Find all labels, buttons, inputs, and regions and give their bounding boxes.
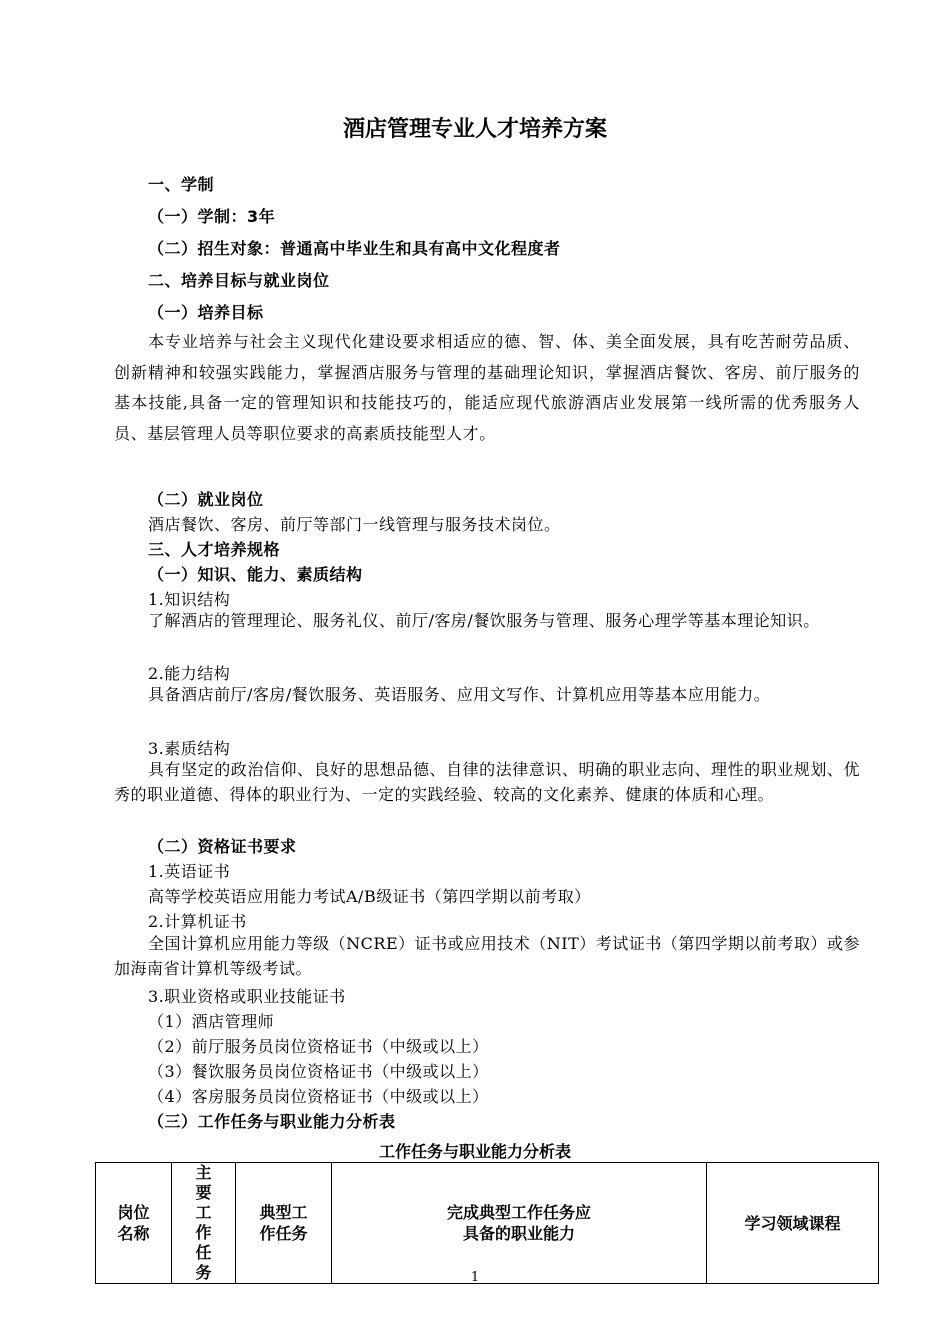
section-1-item-2: （二）招生对象：普通高中毕业生和具有高中文化程度者 [148, 239, 561, 258]
computer-cert-label: 2.计算机证书 [148, 912, 247, 931]
header-courses: 学习领域课程 [707, 1163, 879, 1284]
vocational-cert-item: （3）餐饮服务员岗位资格证书（中级或以上） [148, 1062, 489, 1081]
page-number: 1 [470, 1270, 480, 1285]
quality-text: 具有坚定的政治信仰、良好的思想品德、自律的法律意识、明确的职业志向、理性的职业规划、优秀的职业道德、得体的职业行为、一定的实践经验、较高的文化素养、健康的体质和心理。 [114, 760, 860, 804]
english-cert-text: 高等学校英语应用能力考试A/B级证书（第四学期以前考取） [148, 887, 591, 906]
quality-label: 3.素质结构 [148, 739, 231, 758]
section-3-sub-1: （一）知识、能力、素质结构 [148, 565, 363, 584]
table-header-row [96, 1163, 879, 1284]
ability-text: 具备酒店前厅/客房/餐饮服务、英语服务、应用文写作、计算机应用等基本应用能力。 [148, 685, 771, 704]
english-cert-label: 1.英语证书 [148, 862, 231, 881]
computer-cert-text: 全国计算机应用能力等级（NCRE）证书或应用技术（NIT）考试证书（第四学期以前考取）或参加海南省计算机等级考试。 [114, 934, 860, 978]
jobs-text: 酒店餐饮、客房、前厅等部门一线管理与服务技术岗位。 [148, 515, 561, 534]
vocational-cert-label: 3.职业资格或职业技能证书 [148, 987, 346, 1006]
header-competencies: 完成典型工作任务应具备的职业能力 [332, 1163, 707, 1284]
analysis-table [95, 1162, 879, 1284]
vocational-cert-item: （1）酒店管理师 [148, 1012, 275, 1031]
header-typical-tasks: 典型工作任务 [236, 1163, 332, 1284]
section-2-sub-2: （二）就业岗位 [148, 490, 264, 509]
section-2-sub-1: （一）培养目标 [148, 303, 264, 322]
section-1-item-1: （一）学制：3年 [148, 207, 276, 226]
header-position-name: 岗位名称 [96, 1163, 172, 1284]
section-3-heading: 三、人才培养规格 [148, 540, 281, 559]
goal-paragraph: 本专业培养与社会主义现代化建设要求相适应的德、智、体、美全面发展，具有吃苦耐劳品质、创新精神和较强实践能力，掌握酒店服务与管理的基础理论知识，掌握酒店餐饮、客房、前厅服务的基本技能,具备一定的管理知识和技能技巧的，能适应现代旅游酒店业发展第一线所需的优秀服务人员、基层管理人员等职位要求的高素质技能型人才。 [114, 332, 860, 443]
table-caption: 工作任务与职业能力分析表 [378, 1142, 571, 1161]
header-main-tasks: 主要工作任务 [172, 1163, 236, 1284]
knowledge-text: 了解酒店的管理理论、服务礼仪、前厅/客房/餐饮服务与管理、服务心理学等基本理论知识。 [148, 611, 820, 630]
section-3-sub-3: （三）工作任务与职业能力分析表 [148, 1112, 396, 1131]
section-3-sub-2: （二）资格证书要求 [148, 837, 297, 856]
document-title: 酒店管理专业人才培养方案 [342, 117, 607, 142]
ability-label: 2.能力结构 [148, 664, 231, 683]
section-1-heading: 一、学制 [148, 175, 215, 194]
vocational-cert-item: （4）客房服务员岗位资格证书（中级或以上） [148, 1087, 489, 1106]
section-2-heading: 二、培养目标与就业岗位 [148, 271, 330, 290]
knowledge-label: 1.知识结构 [148, 590, 231, 609]
vocational-cert-item: （2）前厅服务员岗位资格证书（中级或以上） [148, 1037, 489, 1056]
